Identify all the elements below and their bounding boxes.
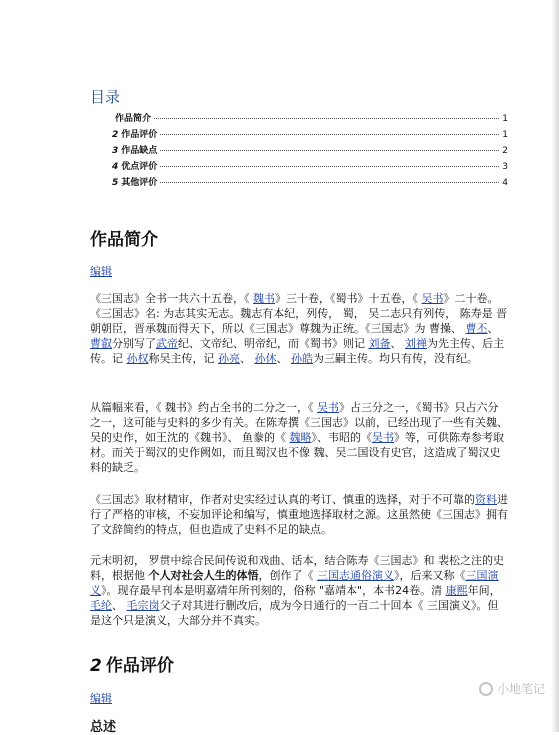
toc-leader-dots (160, 150, 499, 151)
inline-link[interactable]: 毛纶 (90, 599, 112, 612)
inline-link[interactable]: 毛宗岗 (126, 599, 160, 612)
toc-item[interactable] (112, 111, 508, 127)
inline-link[interactable]: 吴书 (372, 431, 394, 444)
subsection-heading: 总述 (90, 720, 117, 735)
text-run: 《三国志》取材精审，作者对史实经过认真的考订、慎重的选择，对于不可靠的 (90, 493, 475, 506)
text-run: 》、韦昭的《 (311, 431, 372, 444)
text-run: 从篇幅来看，《 魏书》约占全书的二分之一，《 (90, 401, 317, 414)
inline-link[interactable]: 孙休 (254, 352, 277, 365)
toc-item-page: 1 (502, 130, 508, 140)
toc-item-number: 2 (112, 130, 119, 140)
toc-item[interactable] (112, 143, 508, 159)
text-run: ，创作了《 (258, 569, 317, 582)
text-run: 纪、文帝纪、明帝纪，而《蜀书》则记 (178, 337, 369, 350)
page-edge-shadow (551, 0, 559, 732)
table-of-contents (112, 111, 508, 191)
inline-link[interactable]: 吴书 (421, 292, 444, 305)
paragraph (90, 553, 508, 628)
text-run: 称吴主传，记 (148, 352, 218, 365)
text-run: 为三嗣主传。均只有传，没有纪。 (313, 352, 478, 365)
text-run: 《三国志》全书一共六十五卷，《 (90, 292, 253, 305)
toc-item-page: 4 (502, 178, 508, 188)
toc-title: 目录 (90, 88, 121, 106)
toc-item[interactable] (112, 159, 508, 175)
toc-item-label: 作品简介 (115, 114, 152, 124)
toc-item-label: 作品缺点 (121, 146, 158, 156)
toc-item-number: 3 (112, 146, 119, 156)
inline-link[interactable]: 孙皓 (291, 352, 313, 365)
edit-link[interactable]: 编辑 (90, 692, 112, 705)
toc-item[interactable] (112, 175, 508, 191)
text-run: 进行了严格的审核，不妄加评论和编写，慎重地选择取材之源。这虽然使《三国志》拥有了文辞简约的特点，但也造成了史料不足的缺点。 (90, 493, 508, 536)
text-run: 》等，可供陈寿参考取材。而关于蜀汉的史作阙如，而且蜀汉也不像 魏、吴二国设有史官，这造成了蜀汉史料的缺乏。 (90, 431, 504, 474)
inline-link[interactable]: 曹丕 (465, 322, 488, 335)
inline-link[interactable]: 吴书 (317, 401, 339, 414)
text-run: 》二十卷。《三国志》名: 为志其实无志。魏志有本纪，列传， 蜀， 吴二志只有列传， 陈寿是 晋朝朝臣，晋承魏而得天下，所以《三国志》尊魏为正统。《三国志》为 曹操、 (90, 292, 508, 335)
text-run: 》。现存最早刊本是明嘉靖年所刊刻的，俗称 "嘉靖本"，本书24卷。清 (101, 584, 446, 597)
toc-item-label: 其他评价 (121, 178, 158, 188)
text-run: 分别写了 (112, 337, 156, 350)
toc-leader-dots (160, 166, 499, 167)
toc-item-number: 5 (112, 178, 119, 188)
text-run: 、 (276, 352, 291, 365)
text-run: 、 (487, 322, 499, 335)
toc-item-page: 2 (502, 146, 508, 156)
section-heading-intro: 作品简介 (90, 230, 158, 250)
inline-link[interactable]: 刘备 (368, 337, 391, 350)
section-heading-evaluation: 2 作品评价 (90, 656, 174, 676)
text-run: 》三十卷，《蜀书》十五卷，《 (275, 292, 422, 305)
toc-item-label: 作品评价 (121, 130, 158, 140)
toc-item-page: 1 (502, 114, 508, 124)
edit-link[interactable]: 编辑 (90, 265, 112, 278)
toc-item[interactable] (112, 127, 508, 143)
inline-link[interactable]: 三国志通俗演义 (317, 569, 394, 582)
inline-link[interactable]: 孙权 (126, 352, 149, 365)
inline-link[interactable]: 三国演义 (90, 569, 499, 597)
text-run: 、 (390, 337, 405, 350)
toc-item-number: 4 (112, 162, 119, 172)
watermark: 小地笔记 (479, 680, 545, 697)
text-run: 、 (112, 599, 127, 612)
toc-item-page: 3 (502, 162, 508, 172)
text-run: 年间， (467, 584, 501, 597)
paragraph (90, 492, 508, 537)
text-run: 为先主传、后主传。记 (90, 337, 504, 365)
paragraph (90, 400, 508, 475)
inline-link[interactable]: 魏书 (253, 292, 275, 305)
toc-leader-dots (160, 134, 499, 135)
text-run: 》，后来又称《 (394, 569, 466, 582)
bold-text: 个人对社会人生的体悟 (148, 569, 259, 582)
text-run: 、 (240, 352, 255, 365)
toc-leader-dots (160, 182, 499, 183)
inline-link[interactable]: 刘禅 (405, 337, 427, 350)
inline-link[interactable]: 孙亮 (218, 352, 240, 365)
toc-leader-dots (154, 118, 499, 119)
inline-link[interactable]: 康熙 (445, 584, 468, 597)
inline-link[interactable]: 曹叡 (90, 337, 112, 350)
inline-link[interactable]: 魏略 (289, 431, 312, 444)
text-run: 》占三分之一，《蜀书》只占六分之一，这可能与史料的多少有关。在陈寿撰《三国志》以前，已经出现了一些有关魏、吴的史作，如王沈的《魏书》、 鱼豢的《 (90, 401, 508, 444)
inline-link[interactable]: 资料 (475, 493, 497, 506)
inline-link[interactable]: 武帝 (156, 337, 178, 350)
watermark-icon (479, 682, 493, 696)
paragraph (90, 291, 508, 366)
toc-item-label: 优点评价 (121, 162, 158, 172)
text-run: 元末明初， 罗贯中综合民间传说和戏曲、话本，结合陈寿《三国志》和 裴松之注的史料，根据他 (90, 554, 504, 582)
text-run: 父子对其进行删改后，成为今日通行的一百二十回本《 三国演义》。但是这个只是演义，大部分并不真实。 (90, 599, 499, 627)
